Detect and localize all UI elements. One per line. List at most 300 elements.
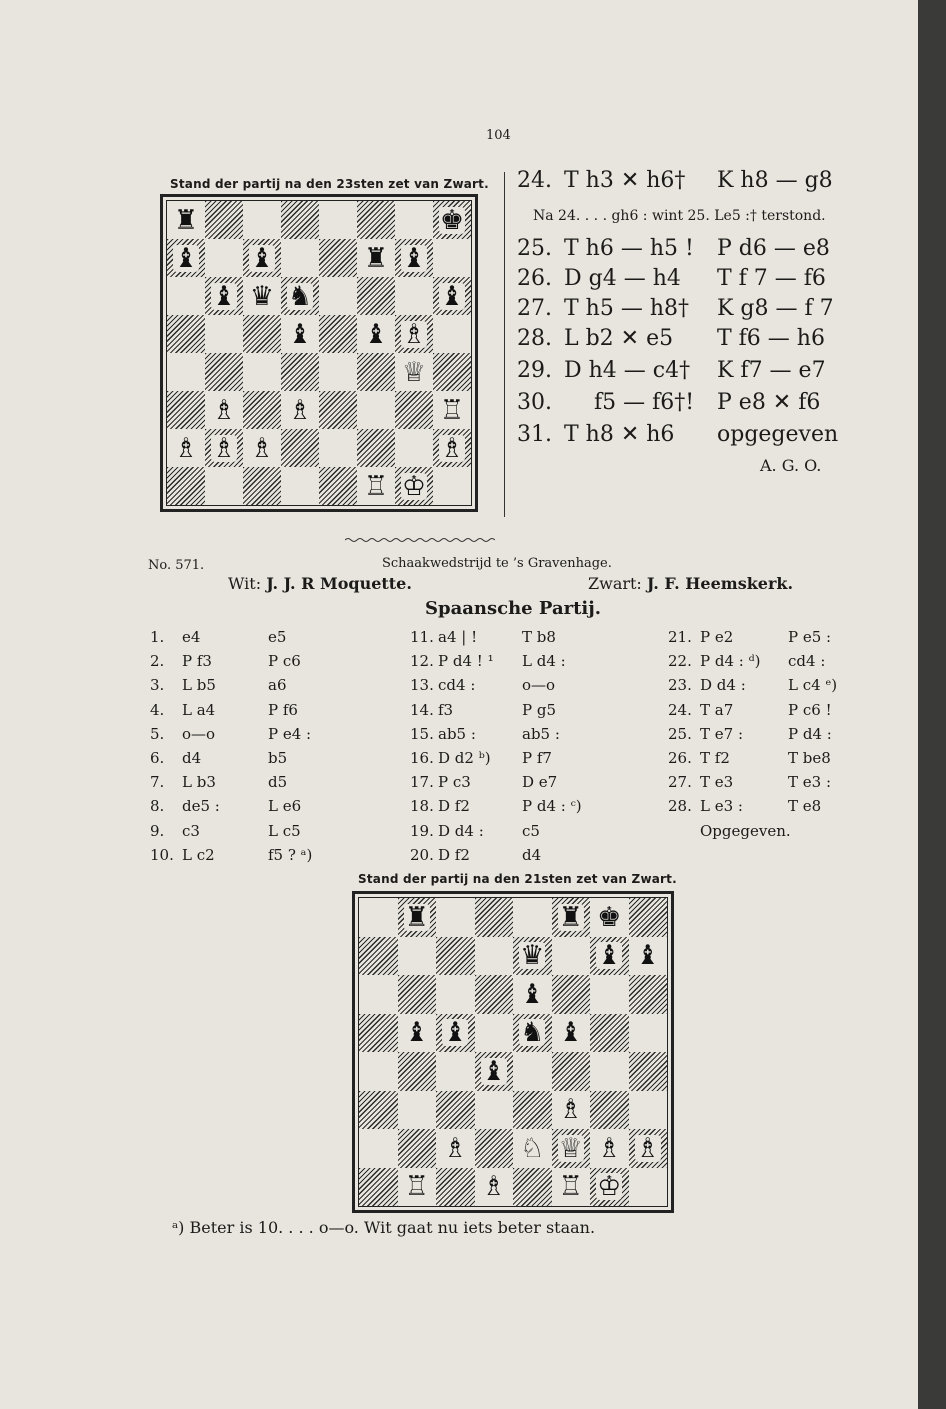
chess-piece-icon: ♝ xyxy=(439,280,465,312)
board-square xyxy=(205,239,243,277)
move-number: 23. xyxy=(668,676,692,695)
move-black: L e6 xyxy=(268,797,302,816)
chess-piece-icon: ♝ xyxy=(249,242,275,274)
move-number: 21. xyxy=(668,628,692,646)
board-square xyxy=(552,898,591,937)
board-square xyxy=(205,353,243,391)
chess-piece-icon: ♝ xyxy=(635,940,660,972)
board-square xyxy=(281,429,319,467)
board-square xyxy=(395,429,433,467)
board-square xyxy=(395,277,433,315)
board-square xyxy=(433,239,471,277)
black-move: T f 7 — f6 xyxy=(717,266,826,291)
board-square xyxy=(395,201,433,239)
board-square xyxy=(590,898,629,937)
board-square xyxy=(475,1129,514,1168)
move-white: P d4 : ᵈ) xyxy=(700,652,761,671)
note-move-24: Na 24. . . . gh6 : wint 25. Le5 :† terstond. xyxy=(533,208,826,224)
chess-piece-icon: ♝ xyxy=(173,242,199,274)
board-square xyxy=(629,1091,668,1130)
board-square xyxy=(319,391,357,429)
board-square xyxy=(475,975,514,1014)
board-square xyxy=(319,467,357,505)
black-move: K h8 — g8 xyxy=(717,168,833,193)
board-square xyxy=(433,353,471,391)
move-black: T e3 : xyxy=(788,773,832,792)
move-white: T a7 xyxy=(700,700,734,719)
board-square xyxy=(590,1091,629,1130)
chess-piece-icon: ♗ xyxy=(439,432,465,464)
white-player xyxy=(228,574,412,593)
board-square xyxy=(513,937,552,976)
black-player xyxy=(588,574,793,593)
move-number: 10. xyxy=(150,845,174,864)
event-title: Schaakwedstrijd te ’s Gravenhage. xyxy=(382,556,612,571)
board-square xyxy=(359,898,398,937)
chess-piece-icon: ♘ xyxy=(520,1132,545,1164)
move-black: ab5 : xyxy=(522,724,560,743)
board1-grid xyxy=(166,200,472,506)
move-white: T f2 xyxy=(700,748,730,767)
board-square xyxy=(629,1052,668,1091)
board-square xyxy=(398,1014,437,1053)
white-move: T h8 ✕ h6 xyxy=(564,422,675,447)
board-square xyxy=(475,1168,514,1207)
chess-piece-icon: ♗ xyxy=(481,1171,506,1203)
move-white: D d4 : xyxy=(700,676,746,695)
board-square xyxy=(281,315,319,353)
chess-piece-icon: ♝ xyxy=(520,978,545,1010)
board-square xyxy=(513,975,552,1014)
board-square xyxy=(590,1168,629,1207)
move-white: T e3 xyxy=(700,773,734,792)
move-black: b5 xyxy=(268,748,288,767)
move-white: T e7 : xyxy=(700,724,744,743)
board-square xyxy=(629,898,668,937)
wavy-divider xyxy=(345,537,495,543)
chess-piece-icon: ♖ xyxy=(558,1171,583,1203)
board-square xyxy=(359,1168,398,1207)
chess-piece-icon: ♝ xyxy=(597,940,622,972)
chess-piece-icon: ♝ xyxy=(363,318,389,350)
move-black: P e5 : xyxy=(788,628,832,646)
white-move: L b2 ✕ e5 xyxy=(564,326,674,351)
chess-piece-icon: ♚ xyxy=(439,204,465,236)
move-number: 11. xyxy=(410,628,434,646)
chess-piece-icon: ♗ xyxy=(401,318,427,350)
white-name: J. J. R Moquette. xyxy=(266,574,412,593)
move-black: L c5 xyxy=(268,821,301,840)
board-square xyxy=(359,1091,398,1130)
black-move: K f7 — e7 xyxy=(717,358,826,383)
move-number: 26. xyxy=(668,748,692,767)
move-number: 16. xyxy=(410,748,434,767)
board-square xyxy=(436,1129,475,1168)
board-square xyxy=(513,1168,552,1207)
chess-piece-icon: ♜ xyxy=(173,204,199,236)
move-black: P c6 xyxy=(268,652,301,671)
move-black: T e8 xyxy=(788,797,822,816)
white-move: f5 — f6†! xyxy=(594,390,695,415)
board-square xyxy=(398,1052,437,1091)
column-divider xyxy=(504,172,505,517)
move-white: o—o xyxy=(182,724,216,743)
board-square xyxy=(243,277,281,315)
board-square xyxy=(205,315,243,353)
move-white: D f2 xyxy=(438,797,470,816)
board-square xyxy=(281,467,319,505)
move-number: 25. xyxy=(517,236,552,261)
board-square xyxy=(205,277,243,315)
board-square xyxy=(629,975,668,1014)
move-white: P c3 xyxy=(438,773,471,792)
black-move: opgegeven xyxy=(717,422,839,447)
board-square xyxy=(243,239,281,277)
board-square xyxy=(243,201,281,239)
black-move: P d6 — e8 xyxy=(717,236,830,261)
move-number: 20. xyxy=(410,845,434,864)
board-square xyxy=(357,429,395,467)
board-square xyxy=(590,975,629,1014)
board-square xyxy=(629,1129,668,1168)
move-white: D d4 : xyxy=(438,821,484,840)
board-square xyxy=(357,391,395,429)
board-square xyxy=(357,277,395,315)
page-number: 104 xyxy=(486,128,511,143)
board-square xyxy=(398,898,437,937)
board-square xyxy=(395,467,433,505)
board-square xyxy=(629,1168,668,1207)
chess-piece-icon: ♚ xyxy=(597,901,622,933)
board-square xyxy=(319,315,357,353)
move-number: 27. xyxy=(668,773,692,792)
move-number: 2. xyxy=(150,652,165,671)
board-square xyxy=(205,201,243,239)
board-square xyxy=(281,201,319,239)
board2-grid xyxy=(358,897,668,1207)
board-square xyxy=(552,937,591,976)
black-move: P e8 ✕ f6 xyxy=(717,390,821,415)
board-square xyxy=(281,277,319,315)
chess-piece-icon: ♞ xyxy=(520,1017,545,1049)
board-square xyxy=(436,1014,475,1053)
move-white: L c2 xyxy=(182,845,215,864)
board-square xyxy=(205,391,243,429)
move-number: 24. xyxy=(517,168,552,193)
move-white: a4 | ! xyxy=(438,628,478,646)
board-square xyxy=(629,937,668,976)
move-number: 12. xyxy=(410,652,434,671)
move-black: P e4 : xyxy=(268,724,312,743)
move-number: 25. xyxy=(668,724,692,743)
move-white: ab5 : xyxy=(438,724,476,743)
chess-board-diagram-1 xyxy=(160,194,478,512)
board-square xyxy=(436,1052,475,1091)
chess-piece-icon: ♝ xyxy=(404,1017,429,1049)
board-square xyxy=(398,1168,437,1207)
move-number: 15. xyxy=(410,724,434,743)
board-square xyxy=(552,1129,591,1168)
move-number: 28. xyxy=(517,326,552,351)
board-square xyxy=(357,467,395,505)
move-black: L c4 ᵉ) xyxy=(788,676,838,695)
board-square xyxy=(395,353,433,391)
board-square xyxy=(243,429,281,467)
move-black: P f7 xyxy=(522,748,552,767)
board-square xyxy=(243,353,281,391)
board-square xyxy=(395,391,433,429)
move-number: 19. xyxy=(410,821,434,840)
chess-piece-icon: ♝ xyxy=(481,1055,506,1087)
move-number: 6. xyxy=(150,748,165,767)
board-square xyxy=(319,277,357,315)
move-white: f3 xyxy=(438,700,454,719)
move-white: P f3 xyxy=(182,652,212,671)
white-label: Wit: xyxy=(228,574,262,593)
board-square xyxy=(552,1014,591,1053)
move-black: f5 ? ᵃ) xyxy=(268,845,313,864)
move-number: 3. xyxy=(150,676,165,695)
move-black: o—o xyxy=(522,676,556,695)
chess-piece-icon: ♗ xyxy=(173,432,199,464)
chess-piece-icon: ♝ xyxy=(558,1017,583,1049)
move-number: 18. xyxy=(410,797,434,816)
move-white: L e3 : xyxy=(700,797,743,816)
board-square xyxy=(436,1091,475,1130)
chess-piece-icon: ♝ xyxy=(211,280,237,312)
board-square xyxy=(167,429,205,467)
move-number: 24. xyxy=(668,700,692,719)
move-white: e4 xyxy=(182,628,201,646)
chess-piece-icon: ♗ xyxy=(558,1094,583,1126)
board-square xyxy=(475,898,514,937)
move-white: L b5 xyxy=(182,676,216,695)
board-square xyxy=(243,467,281,505)
move-white: cd4 : xyxy=(438,676,476,695)
move-black: c5 xyxy=(522,821,540,840)
move-black: e5 xyxy=(268,628,287,646)
move-number: 30. xyxy=(517,390,552,415)
board-square xyxy=(167,201,205,239)
move-white: de5 : xyxy=(182,797,220,816)
move-number: 26. xyxy=(517,266,552,291)
move-white: D d2 ᵇ) xyxy=(438,748,491,767)
board-square xyxy=(395,315,433,353)
board-square xyxy=(395,239,433,277)
board-square xyxy=(167,467,205,505)
chess-piece-icon: ♖ xyxy=(404,1171,429,1203)
board-square xyxy=(552,1168,591,1207)
chess-piece-icon: ♕ xyxy=(558,1132,583,1164)
board-square xyxy=(167,391,205,429)
board1-caption: Stand der partij na den 23sten zet van Zwart. xyxy=(170,177,489,191)
move-black: d4 xyxy=(522,845,542,864)
chess-piece-icon: ♕ xyxy=(401,356,427,388)
board-square xyxy=(436,898,475,937)
move-number: 28. xyxy=(668,797,692,816)
chess-piece-icon: ♗ xyxy=(211,432,237,464)
board-square xyxy=(167,239,205,277)
board-square xyxy=(167,277,205,315)
chess-piece-icon: ♜ xyxy=(363,242,389,274)
board-square xyxy=(513,1052,552,1091)
board-square xyxy=(590,937,629,976)
board-square xyxy=(590,1052,629,1091)
move-number: 5. xyxy=(150,724,165,743)
board-square xyxy=(357,353,395,391)
move-number: 1. xyxy=(150,628,165,646)
board-square xyxy=(357,315,395,353)
board-square xyxy=(475,1014,514,1053)
opening-title: Spaansche Partij. xyxy=(425,598,602,619)
move-number: 22. xyxy=(668,652,692,671)
chess-board-diagram-2 xyxy=(352,891,674,1213)
chess-piece-icon: ♝ xyxy=(401,242,427,274)
move-white: P d4 ! ¹ xyxy=(438,652,494,671)
board-square xyxy=(398,937,437,976)
move-number: 29. xyxy=(517,358,552,383)
chess-piece-icon: ♗ xyxy=(287,394,313,426)
board-square xyxy=(243,315,281,353)
board-square xyxy=(281,239,319,277)
board-square xyxy=(398,1129,437,1168)
move-black: P g5 xyxy=(522,700,557,719)
move-number: 27. xyxy=(517,296,552,321)
white-move: D h4 — c4† xyxy=(564,358,691,383)
board-square xyxy=(436,975,475,1014)
board-square xyxy=(319,239,357,277)
initials: A. G. O. xyxy=(760,456,822,475)
black-label: Zwart: xyxy=(588,574,642,593)
move-black: cd4 : xyxy=(788,652,826,671)
chess-piece-icon: ♗ xyxy=(597,1132,622,1164)
board-square xyxy=(552,1091,591,1130)
page-edge xyxy=(918,0,946,1409)
board-square xyxy=(359,1052,398,1091)
move-white: c3 xyxy=(182,821,200,840)
board-square xyxy=(552,975,591,1014)
board-square xyxy=(359,937,398,976)
chess-piece-icon: ♔ xyxy=(401,470,427,502)
board-square xyxy=(205,429,243,467)
white-move: D g4 — h4 xyxy=(564,266,681,291)
chess-piece-icon: ♗ xyxy=(249,432,275,464)
black-move: K g8 — f 7 xyxy=(717,296,834,321)
move-white: L a4 xyxy=(182,700,216,719)
chess-piece-icon: ♝ xyxy=(443,1017,468,1049)
white-move: T h3 ✕ h6† xyxy=(564,168,686,193)
move-number: 13. xyxy=(410,676,434,695)
white-move: T h6 — h5 ! xyxy=(564,236,694,261)
board-square xyxy=(513,1091,552,1130)
move-black: D e7 xyxy=(522,773,558,792)
board-square xyxy=(359,1129,398,1168)
move-black: d5 xyxy=(268,773,288,792)
board-square xyxy=(359,975,398,1014)
board-square xyxy=(513,1129,552,1168)
board-square xyxy=(319,353,357,391)
board-square xyxy=(398,975,437,1014)
board-square xyxy=(319,429,357,467)
move-number: 7. xyxy=(150,773,165,792)
move-white: D f2 xyxy=(438,845,470,864)
chess-piece-icon: ♝ xyxy=(287,318,313,350)
board-square xyxy=(243,391,281,429)
board-square xyxy=(433,391,471,429)
chess-piece-icon: ♗ xyxy=(635,1132,660,1164)
move-number: 14. xyxy=(410,700,434,719)
board-square xyxy=(205,467,243,505)
board-square xyxy=(281,353,319,391)
move-black: L d4 : xyxy=(522,652,566,671)
move-black: a6 xyxy=(268,676,287,695)
board-square xyxy=(398,1091,437,1130)
game-number: No. 571. xyxy=(148,558,205,573)
board-square xyxy=(167,353,205,391)
board-square xyxy=(436,937,475,976)
move-number: 17. xyxy=(410,773,434,792)
board-square xyxy=(590,1014,629,1053)
move-white: d4 xyxy=(182,748,202,767)
board-square xyxy=(513,898,552,937)
board-square xyxy=(475,1052,514,1091)
board-square xyxy=(281,391,319,429)
move-black: P c6 ! xyxy=(788,700,832,719)
board-square xyxy=(357,201,395,239)
chess-piece-icon: ♗ xyxy=(443,1132,468,1164)
black-move: T f6 — h6 xyxy=(717,326,825,351)
white-move: T h5 — h8† xyxy=(564,296,689,321)
board-square xyxy=(357,239,395,277)
board-square xyxy=(433,467,471,505)
chess-piece-icon: ♔ xyxy=(597,1171,622,1203)
move-black: P d4 : xyxy=(788,724,832,743)
board-square xyxy=(433,315,471,353)
chess-piece-icon: ♖ xyxy=(439,394,465,426)
move-black: T be8 xyxy=(788,748,831,767)
board-square xyxy=(433,201,471,239)
chess-piece-icon: ♜ xyxy=(558,901,583,933)
chess-piece-icon: ♛ xyxy=(520,940,545,972)
board-square xyxy=(433,429,471,467)
board-square xyxy=(167,315,205,353)
board-square xyxy=(590,1129,629,1168)
move-number: 4. xyxy=(150,700,165,719)
board-square xyxy=(552,1052,591,1091)
move-black: P f6 xyxy=(268,700,298,719)
chess-piece-icon: ♞ xyxy=(287,280,313,312)
move-black: P d4 : ᶜ) xyxy=(522,797,582,816)
move-number: 8. xyxy=(150,797,165,816)
footnote: ᵃ) Beter is 10. . . . o—o. Wit gaat nu iets beter staan. xyxy=(172,1218,596,1237)
board-square xyxy=(433,277,471,315)
chess-piece-icon: ♖ xyxy=(363,470,389,502)
move-white: Opgegeven. xyxy=(700,821,791,840)
board-square xyxy=(475,1091,514,1130)
board2-caption: Stand der partij na den 21sten zet van Zwart. xyxy=(358,872,677,886)
board-square xyxy=(319,201,357,239)
move-number: 31. xyxy=(517,422,552,447)
chess-piece-icon: ♛ xyxy=(249,280,275,312)
board-square xyxy=(513,1014,552,1053)
move-white: L b3 xyxy=(182,773,216,792)
black-name: J. F. Heemskerk. xyxy=(646,574,794,593)
move-white: P e2 xyxy=(700,628,734,646)
board-square xyxy=(629,1014,668,1053)
chess-piece-icon: ♗ xyxy=(211,394,237,426)
board-square xyxy=(475,937,514,976)
chess-piece-icon: ♜ xyxy=(404,901,429,933)
